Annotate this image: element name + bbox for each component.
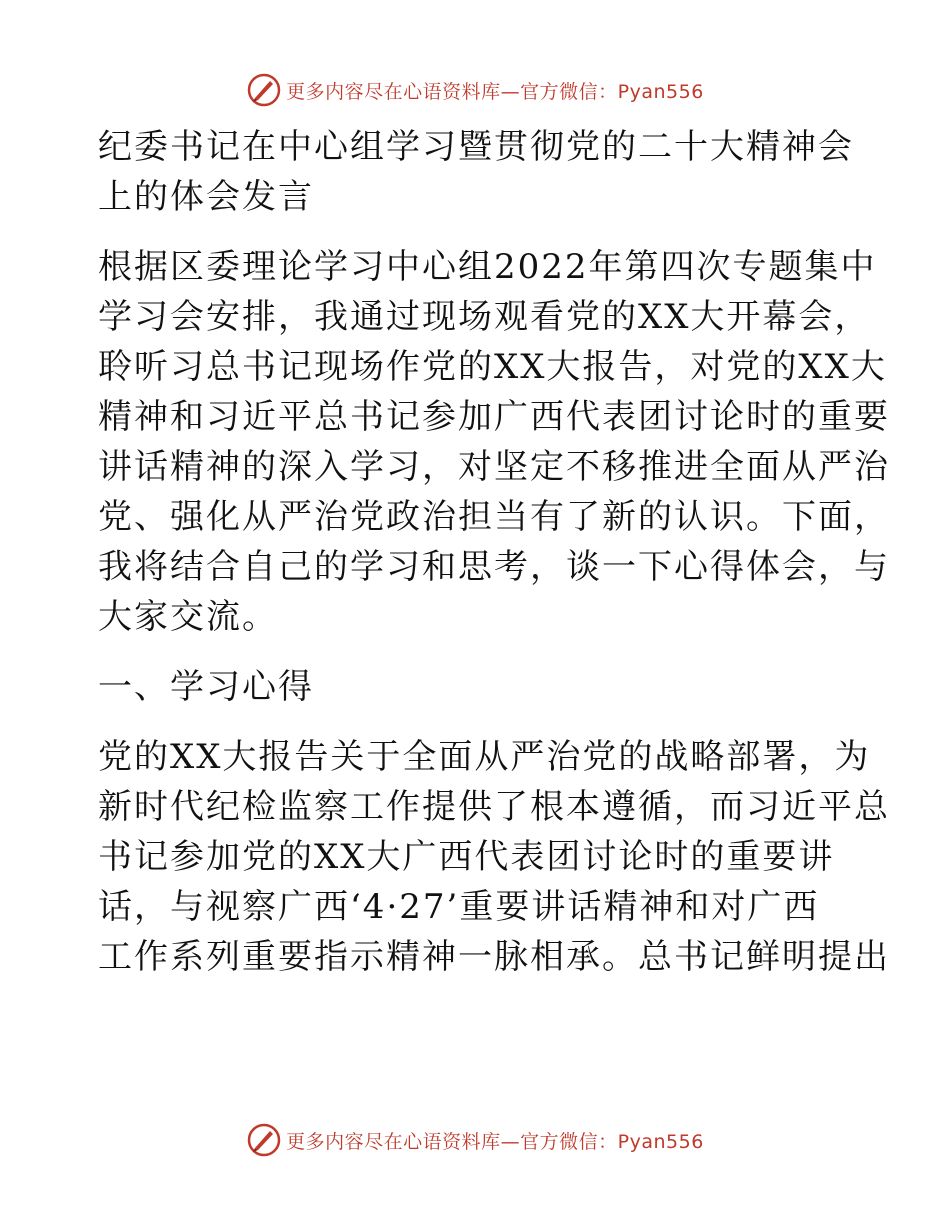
paragraph-line: 讲话精神的深入学习，对坚定不移推进全面从严治: [98, 447, 890, 487]
watermark-text: 更多内容尽在心语资料库—官方微信：Pyan556: [286, 80, 704, 103]
section-heading: 一、学习心得: [98, 667, 314, 707]
paragraph-line: 党的XX大报告关于全面从严治党的战略部署，为: [98, 737, 871, 777]
title-line: 上的体会发言: [98, 177, 314, 217]
paragraph-line: 聆听习总书记现场作党的XX大报告，对党的XX大: [98, 347, 887, 387]
paragraph-line: 精神和习近平总书记参加广西代表团讨论时的重要: [98, 397, 890, 437]
paragraph-line: 新时代纪检监察工作提供了根本遵循，而习近平总: [98, 787, 890, 827]
paragraph-line: 学习会安排，我通过现场观看党的XX大开幕会，: [98, 297, 871, 337]
paragraph-line: 话，与视察广西‘4·27’重要讲话精神和对广西: [98, 887, 820, 927]
paragraph-line: 我将结合自己的学习和思考，谈一下心得体会，与: [98, 547, 890, 587]
paragraph-line: 根据区委理论学习中心组2022年第四次专题集中: [98, 247, 877, 287]
header-watermark: [0, 70, 950, 110]
paragraph-line: 大家交流。: [98, 597, 278, 637]
document-body: [98, 122, 890, 982]
paragraph-line: 党、强化从严治党政治担当有了新的认识。下面，: [98, 497, 890, 537]
title-line: 纪委书记在中心组学习暨贯彻党的二十大精神会: [98, 127, 854, 167]
quill-logo-icon: [246, 1122, 282, 1158]
paragraph-line: 工作系列重要指示精神一脉相承。总书记鲜明提出: [98, 937, 890, 977]
paragraph-line: 书记参加党的XX大广西代表团讨论时的重要讲: [98, 837, 835, 877]
paragraph-learning: [98, 732, 890, 982]
paragraph-intro: [98, 242, 890, 642]
quill-logo-icon: [246, 72, 282, 108]
document-title: [98, 122, 858, 222]
footer-watermark: [0, 1120, 950, 1160]
watermark-text: 更多内容尽在心语资料库—官方微信：Pyan556: [286, 1130, 704, 1153]
